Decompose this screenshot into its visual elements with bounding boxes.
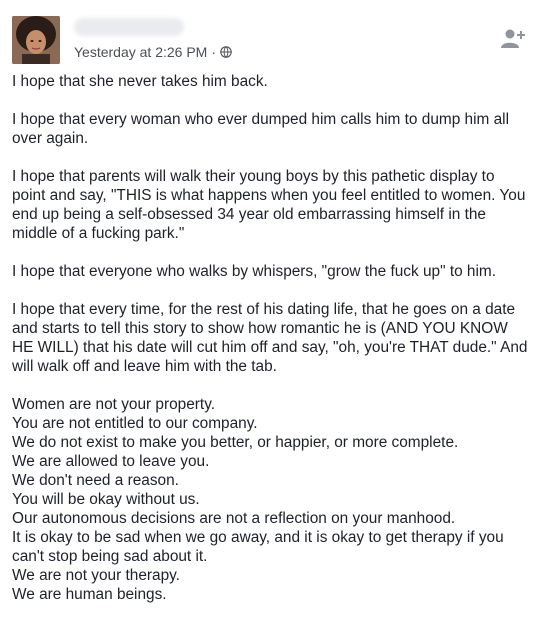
author-name-redacted bbox=[74, 18, 184, 36]
post-paragraph bbox=[12, 395, 532, 604]
post-header bbox=[10, 12, 530, 72]
post-line: Our autonomous decisions are not a reflection on your manhood. bbox=[12, 510, 456, 527]
post-line: We do not exist to make you better, or happier, or more complete. bbox=[12, 434, 459, 451]
post-line: Women are not your property. bbox=[12, 396, 216, 413]
post-line: We are allowed to leave you. bbox=[12, 453, 210, 470]
add-friend-icon[interactable] bbox=[500, 28, 526, 50]
post-line: I hope that every time, for the rest of his dating life, that he goes on a date and starts to tell this story to show how romantic he is (AND YOU KNOW HE WILL) that his date will cut him off and say, "oh, you're THAT dude." And will walk off and leave him with the tab. bbox=[12, 301, 528, 375]
post-line: I hope that everyone who walks by whispers, "grow the fuck up" to him. bbox=[12, 263, 497, 280]
post-meta bbox=[74, 44, 232, 60]
post-line: I hope that parents will walk their young boys by this pathetic display to point and say, "THIS is what happens when you feel entitled to women. You end up being a self-obsessed 34 year old embarrassing himself in the middle of a fucking park." bbox=[12, 168, 526, 242]
globe-icon[interactable] bbox=[220, 46, 232, 58]
meta-separator: · bbox=[211, 44, 217, 60]
post-line: We are not your therapy. bbox=[12, 567, 180, 584]
post-paragraph bbox=[12, 72, 532, 91]
post-paragraph bbox=[12, 262, 532, 281]
post-paragraph bbox=[12, 167, 532, 243]
post-line: You are not entitled to our company. bbox=[12, 415, 258, 432]
avatar[interactable] bbox=[12, 16, 60, 64]
post-line: It is okay to be sad when we go away, and it is okay to get therapy if you can't stop being sad about it. bbox=[12, 529, 504, 565]
post-line: We don't need a reason. bbox=[12, 472, 179, 489]
post-paragraph bbox=[12, 110, 532, 148]
post-line: You will be okay without us. bbox=[12, 491, 200, 508]
post-paragraph bbox=[12, 300, 532, 376]
post-line: We are human beings. bbox=[12, 586, 167, 603]
post-timestamp[interactable]: Yesterday at 2:26 PM bbox=[74, 44, 208, 60]
post-body bbox=[12, 72, 532, 623]
post-line: I hope that she never takes him back. bbox=[12, 73, 268, 90]
post-line: I hope that every woman who ever dumped him calls him to dump him all over again. bbox=[12, 111, 510, 147]
